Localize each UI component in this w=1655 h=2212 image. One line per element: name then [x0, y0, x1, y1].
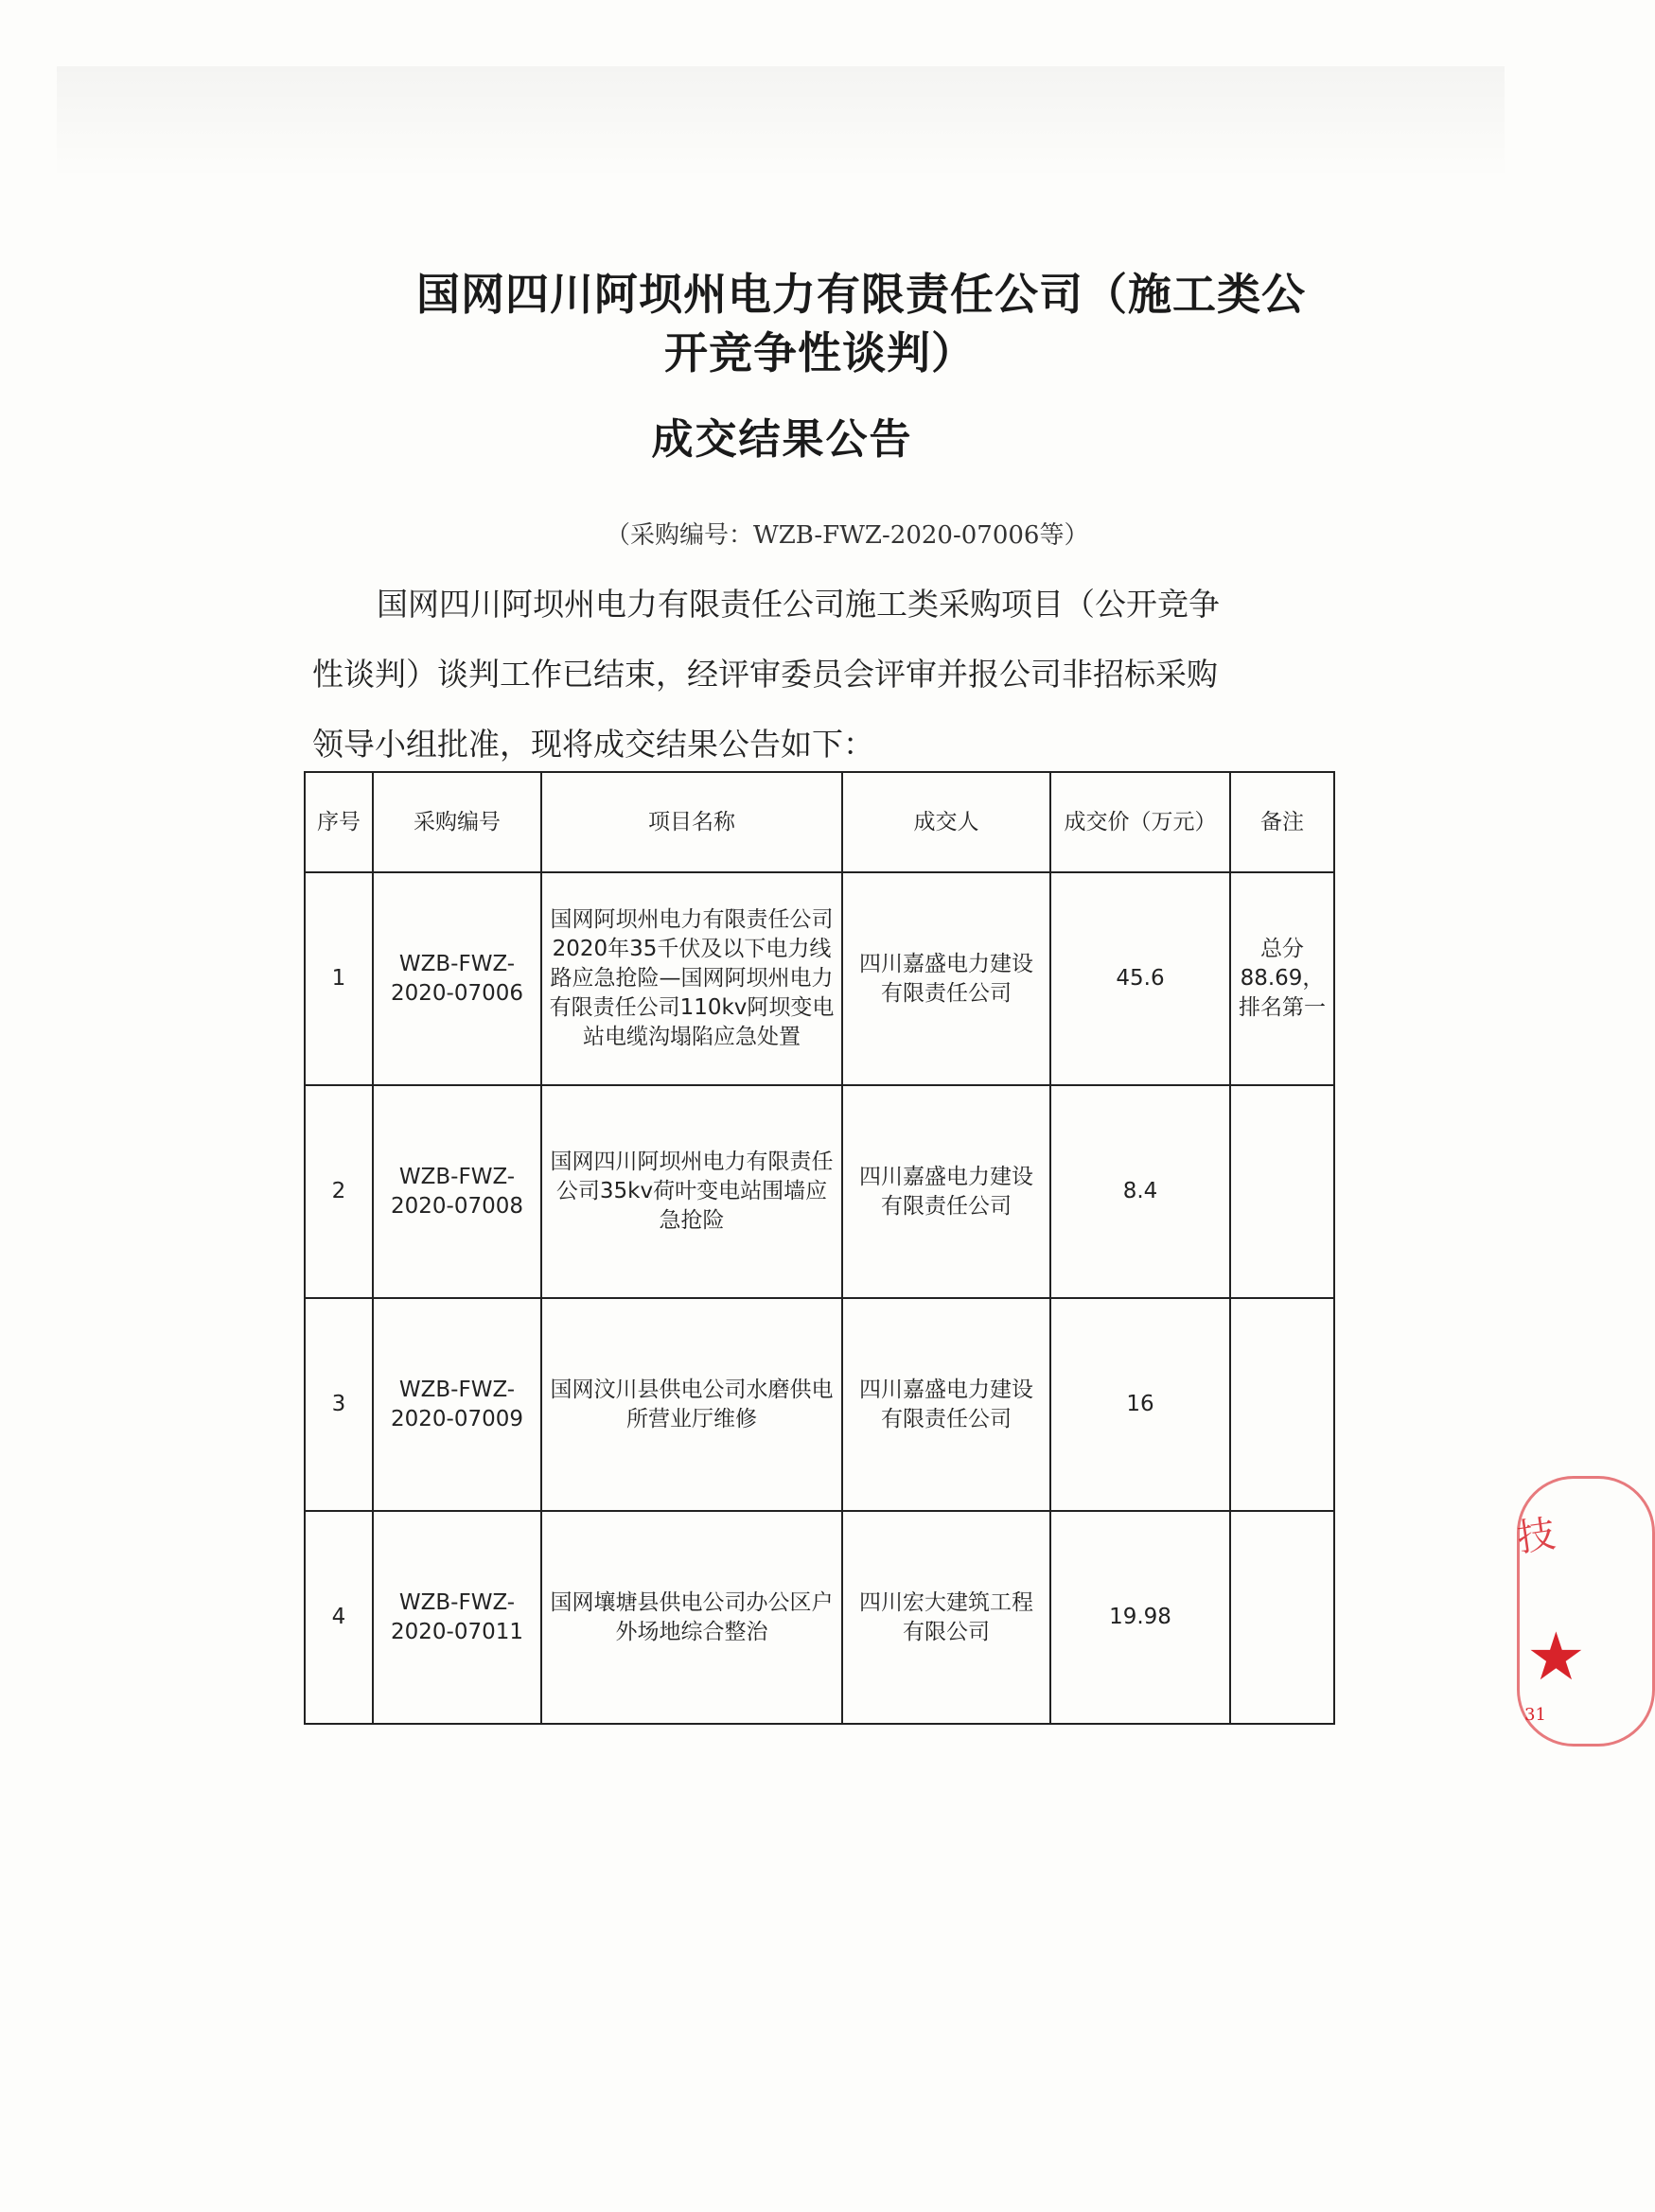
table-row: [305, 1298, 1334, 1511]
header-note: 备注: [1230, 772, 1334, 872]
cell-note: [1230, 1511, 1334, 1724]
table-row: [305, 872, 1334, 1085]
cell-project: 国网壤塘县供电公司办公区户外场地综合整治: [541, 1511, 842, 1724]
cell-price: 45.6: [1050, 872, 1230, 1085]
header-winner: 成交人: [842, 772, 1050, 872]
body-line-2: 性谈判）谈判工作已结束，经评审委员会评审并报公司非招标采购: [312, 656, 1218, 693]
body-line-1: 国网四川阿坝州电力有限责任公司施工类采购项目（公开竞争: [377, 586, 1220, 623]
cell-seq: 4: [305, 1511, 373, 1724]
seal-text: 技: [1514, 1512, 1558, 1561]
cell-price: 19.98: [1050, 1511, 1230, 1724]
cell-proc-no: WZB-FWZ-2020-07011: [373, 1511, 541, 1724]
header-project: 项目名称: [541, 772, 842, 872]
cell-winner: 四川宏大建筑工程有限公司: [842, 1511, 1050, 1724]
body-paragraph: [312, 570, 1315, 780]
cell-proc-no: WZB-FWZ-2020-07009: [373, 1298, 541, 1511]
cell-project: 国网四川阿坝州电力有限责任公司35kv荷叶变电站围墙应急抢险: [541, 1085, 842, 1298]
seal-star-icon: ★: [1526, 1618, 1586, 1695]
cell-note: [1230, 1298, 1334, 1511]
results-table: [304, 771, 1335, 1725]
cell-proc-no: WZB-FWZ-2020-07008: [373, 1085, 541, 1298]
body-line-3: 领导小组批准，现将成交结果公告如下：: [312, 726, 874, 763]
cell-winner: 四川嘉盛电力建设有限责任公司: [842, 872, 1050, 1085]
cell-project: 国网阿坝州电力有限责任公司2020年35千伏及以下电力线路应急抢险—国网阿坝州电力有限责任公司110kv阿坝变电站电缆沟塌陷应急处置: [541, 872, 842, 1085]
document-subtitle: 成交结果公告: [651, 415, 913, 464]
header-seq: 序号: [305, 772, 373, 872]
cell-seq: 2: [305, 1085, 373, 1298]
table-header-row: [305, 772, 1334, 872]
red-seal-stamp: [1509, 1457, 1586, 1760]
cell-proc-no: WZB-FWZ-2020-07006: [373, 872, 541, 1085]
cell-winner: 四川嘉盛电力建设有限责任公司: [842, 1298, 1050, 1511]
table-row: [305, 1511, 1334, 1724]
cell-seq: 1: [305, 872, 373, 1085]
header-proc-no: 采购编号: [373, 772, 541, 872]
scan-shading: [57, 66, 1505, 180]
cell-note: [1230, 1085, 1334, 1298]
cell-winner: 四川嘉盛电力建设有限责任公司: [842, 1085, 1050, 1298]
cell-price: 8.4: [1050, 1085, 1230, 1298]
cell-seq: 3: [305, 1298, 373, 1511]
procurement-number: （采购编号：WZB-FWZ-2020-07006等）: [606, 521, 1089, 550]
document-title: [416, 265, 1325, 382]
cell-project: 国网汶川县供电公司水磨供电所营业厅维修: [541, 1298, 842, 1511]
seal-digits: 31: [1524, 1705, 1546, 1725]
table-row: [305, 1085, 1334, 1298]
cell-price: 16: [1050, 1298, 1230, 1511]
cell-note: 总分88.69，排名第一: [1230, 872, 1334, 1085]
header-price: 成交价（万元）: [1050, 772, 1230, 872]
title-line-1: 国网四川阿坝州电力有限责任公司（施工类公: [416, 269, 1306, 320]
title-line-2: 开竞争性谈判）: [664, 327, 976, 378]
